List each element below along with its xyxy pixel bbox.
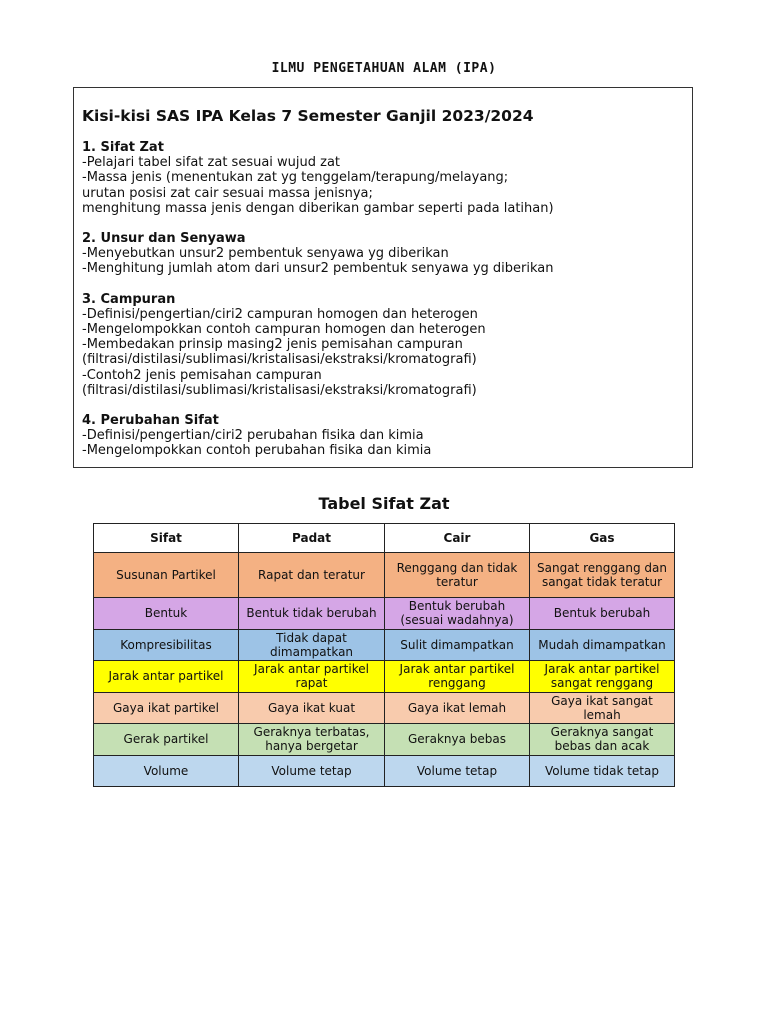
section-line: (filtrasi/distilasi/sublimasi/kristalisasi/ekstraksi/kromatografi) [82,352,477,368]
table-row-bentuk [94,598,675,630]
table-cell: Gerak partikel [94,724,239,756]
table-row-gaya-ikat-partikel [94,692,675,724]
table-cell: Jarak antar partikel sangat renggang [530,661,675,693]
table-cell: Geraknya sangat bebas dan acak [530,724,675,756]
table-cell: Gaya ikat partikel [94,692,239,724]
table-cell: Jarak antar partikel [94,661,239,693]
section-line: -Menghitung jumlah atom dari unsur2 pembentuk senyawa yg diberikan [82,261,554,277]
column-header-padat: Padat [239,524,385,553]
table-cell: Gaya ikat lemah [385,692,530,724]
section-line: -Menyebutkan unsur2 pembentuk senyawa yg diberikan [82,246,449,262]
table-cell: Sulit dimampatkan [385,629,530,661]
table-cell: Geraknya bebas [385,724,530,756]
section-line: urutan posisi zat cair sesuai massa jenisnya; [82,185,373,201]
table-cell: Geraknya terbatas, hanya bergetar [239,724,385,756]
table-cell: Volume tetap [385,755,530,787]
table-cell: Volume tidak tetap [530,755,675,787]
table-row-volume [94,755,675,787]
section-line: -Mengelompokkan contoh perubahan fisika dan kimia [82,443,432,459]
section-line: -Pelajari tabel sifat zat sesuai wujud zat [82,155,341,171]
table-cell: Sangat renggang dan sangat tidak teratur [530,553,675,598]
table-cell: Kompresibilitas [94,629,239,661]
table-cell: Gaya ikat sangat lemah [530,692,675,724]
section-campuran [82,292,684,398]
section-line: -Membedakan prinsip masing2 jenis pemisahan campuran [82,337,463,353]
table-cell: Bentuk [94,598,239,630]
table-row-jarak-antar-partikel [94,661,675,693]
table-cell: Renggang dan tidak teratur [385,553,530,598]
table-cell: Bentuk berubah [530,598,675,630]
table-row-susunan-partikel [94,553,675,598]
table-row-gerak-partikel [94,724,675,756]
section-line: -Definisi/pengertian/ciri2 campuran homogen dan heterogen [82,306,478,322]
section-title: 2. Unsur dan Senyawa [82,231,246,247]
table-cell: Mudah dimampatkan [530,629,675,661]
page-header: ILMU PENGETAHUAN ALAM (IPA) [271,61,497,76]
section-title: 1. Sifat Zat [82,140,164,155]
table-cell: Volume [94,755,239,787]
section-line: (filtrasi/distilasi/sublimasi/kristalisasi/ekstraksi/kromatografi) [82,382,477,398]
table-cell: Tidak dapat dimampatkan [239,629,385,661]
section-perubahan-sifat [82,413,684,459]
section-line: menghitung massa jenis dengan diberikan gambar seperti pada latihan) [82,200,554,216]
section-title: 3. Campuran [82,291,176,307]
table-cell: Bentuk tidak berubah [239,598,385,630]
section-line: -Mengelompokkan contoh campuran homogen dan heterogen [82,322,486,338]
section-line: -Massa jenis (menentukan zat yg tenggelam/terapung/melayang; [82,170,509,186]
column-header-sifat: Sifat [94,524,239,553]
table-cell: Bentuk berubah (sesuai wadahnya) [385,598,530,630]
table-cell: Volume tetap [239,755,385,787]
sifat-zat-table [93,523,675,787]
table-cell: Susunan Partikel [94,553,239,598]
column-header-gas: Gas [530,524,675,553]
table-header-row [94,524,675,553]
table-cell: Jarak antar partikel rapat [239,661,385,693]
table-cell: Gaya ikat kuat [239,692,385,724]
table-title: Tabel Sifat Zat [318,494,450,513]
section-line: -Definisi/pengertian/ciri2 perubahan fisika dan kimia [82,428,424,444]
kisi-kisi-box [73,87,693,468]
table-cell: Rapat dan teratur [239,553,385,598]
table-cell: Jarak antar partikel renggang [385,661,530,693]
section-unsur-senyawa [82,231,684,277]
section-title: 4. Perubahan Sifat [82,413,219,429]
kisi-kisi-title: Kisi-kisi SAS IPA Kelas 7 Semester Ganjil 2023/2024 [82,107,534,125]
section-sifat-zat [82,140,684,216]
table-row-kompresibilitas [94,629,675,661]
column-header-cair: Cair [385,524,530,553]
section-line: -Contoh2 jenis pemisahan campuran [82,367,322,383]
